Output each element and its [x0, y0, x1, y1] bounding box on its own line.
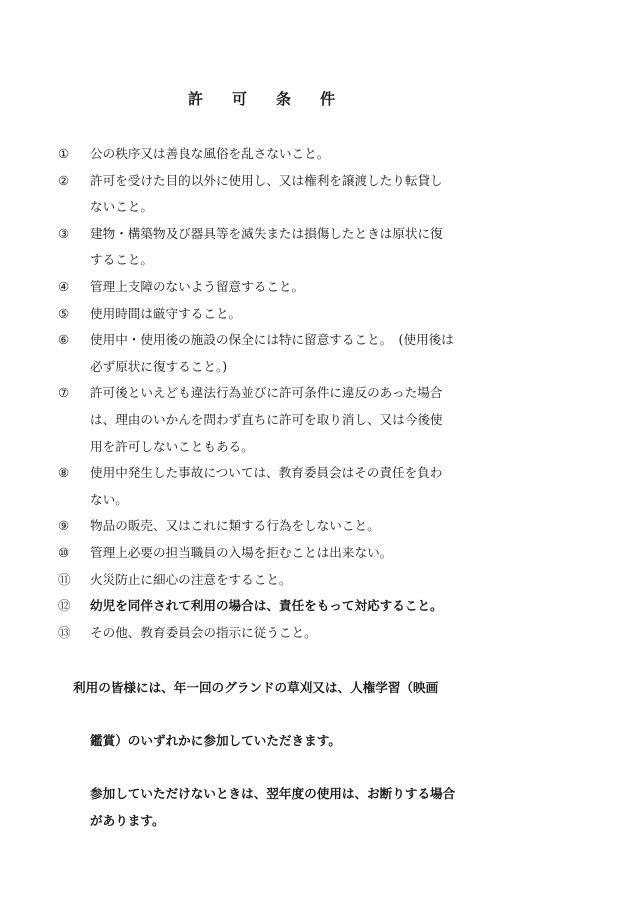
item-number: ⑩ — [58, 544, 70, 560]
item-text: 使用時間は厳守すること。 — [90, 305, 242, 321]
item-text: 許可を受けた目的以外に使用し、又は権利を譲渡したり転貸し ないこと。 — [90, 172, 443, 215]
notice-line: 鑑賞）のいずれかに参加していただきます。 — [90, 732, 341, 748]
condition-item — [58, 380, 498, 460]
item-number: ② — [58, 172, 70, 188]
item-number: ⑬ — [58, 624, 71, 640]
item-text: 使用中・使用後の施設の保全には特に留意すること。 (使用後は 必ず原状に復すること。) — [90, 332, 454, 374]
condition-item — [58, 620, 498, 647]
item-number: ① — [58, 146, 70, 161]
condition-item — [58, 513, 498, 540]
condition-item — [58, 274, 498, 301]
item-text: 公の秩序又は善良な風俗を乱さないこと。 — [90, 146, 330, 161]
item-text: 管理上支障のないよう留意すること。 — [90, 278, 305, 294]
item-text: その他、教育委員会の指示に従うこと。 — [90, 624, 317, 640]
item-text: 使用中発生した事故については、教育委員会はその責任を負わ ない。 — [90, 465, 443, 507]
item-text: 物品の販売、又はこれに類する行為をしないこと。 — [90, 518, 380, 534]
item-number: ④ — [58, 278, 70, 294]
condition-item — [58, 327, 498, 380]
item-number: ⑥ — [58, 332, 70, 348]
notice-line: 利用の皆様には、年一回のグランドの草刈又は、人権学習（映画 — [73, 679, 439, 695]
conditions-list — [58, 141, 498, 646]
item-text: 管理上必要の担当職員の入場を拒むことは出来ない。 — [90, 544, 393, 560]
item-number: ⑨ — [58, 518, 70, 534]
condition-item — [58, 301, 498, 328]
participation-notice — [73, 648, 493, 834]
item-text: 建物・構築物及び器具等を滅失または損傷したときは原状に復 すること。 — [90, 225, 443, 268]
condition-item — [58, 540, 498, 567]
notice-paragraph-2: 参加していただけないときは、翌年度の使用は、お断りする場合 があります。 — [90, 785, 456, 828]
condition-item — [58, 567, 498, 594]
title-char: 可 — [232, 90, 248, 108]
item-number: ⑦ — [58, 385, 70, 401]
item-text: 火災防止に細心の注意をすること。 — [90, 571, 292, 587]
item-number: ⑧ — [58, 465, 70, 481]
page-title — [188, 88, 364, 109]
condition-item — [58, 460, 498, 513]
title-char: 件 — [320, 90, 336, 108]
item-number: ⑤ — [58, 305, 70, 321]
item-number: ③ — [58, 225, 70, 241]
title-char: 条 — [276, 90, 292, 108]
item-number: ⑫ — [58, 598, 71, 614]
condition-item — [58, 593, 498, 620]
condition-item — [58, 168, 498, 221]
item-text: 許可後といえども違法行為並びに許可条件に違反のあった場合 は、理由のいかんを問わず直ちに許可を取り消し、又は今後使 用を許可しないこともある。 — [90, 385, 443, 454]
notice-paragraph-1 — [73, 648, 493, 781]
item-text: 幼児を同伴されて利用の場合は、責任をもって対応すること。 — [90, 598, 443, 614]
item-number: ⑪ — [58, 571, 71, 587]
title-char: 許 — [188, 90, 204, 108]
condition-item — [58, 221, 498, 274]
condition-item — [58, 141, 498, 168]
